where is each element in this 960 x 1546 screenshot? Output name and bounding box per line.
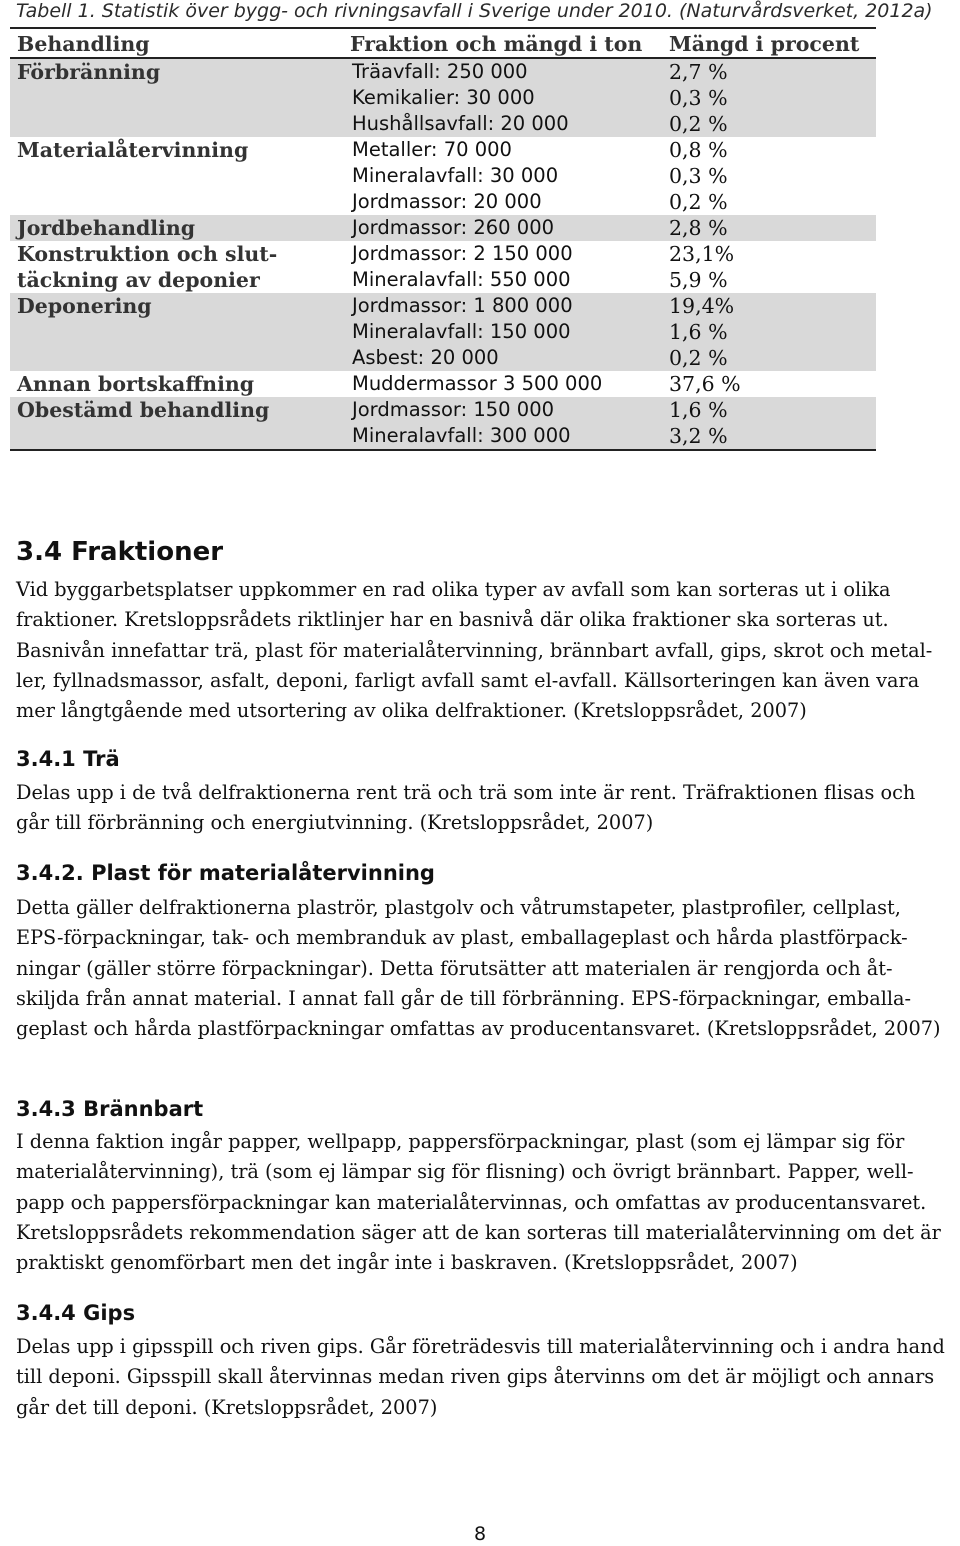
table-row: [10, 397, 876, 450]
subsection-heading: 3.4.1 Trä: [16, 747, 120, 771]
header-mangd-procent: Mängd i procent: [649, 28, 876, 58]
percent-value: 2,8 %: [669, 216, 728, 240]
percent-value: 0,2 %: [669, 112, 728, 136]
table-caption: Tabell 1. Statistik över bygg- och rivningsavfall i Sverige under 2010. (Naturvårdsverket, 2012a): [16, 0, 933, 22]
percent-value: 0,3 %: [669, 164, 728, 188]
subsection-paragraph: Delas upp i gipsspill och riven gips. Går företrädesvis till materialåtervinning och i andra hand till deponi. Gipsspill skall återvinnas medan riven gips återvinns om det är möjligt och annars går det till deponi. (Kretsloppsrådet, 2007): [16, 1335, 945, 1419]
section-paragraph: Vid byggarbetsplatser uppkommer en rad olika typer av avfall som kan sorteras ut i olika fraktioner. Kretsloppsrådets riktlinjer har en basnivå där olika fraktioner ska sorteras ut. Basnivån innefattar trä, plast för materialåtervinning, brännbart avfall, gips, skrot och metal-ler, fyllnadsmassor, asfalt, deponi, farligt avfall samt el-avfall. Källsorteringen kan även vara mer långtgående med utsortering av olika delfraktioner. (Kretsloppsrådet, 2007): [16, 578, 933, 723]
row-fractions: [343, 58, 649, 137]
table-row: [10, 137, 876, 215]
page-number: 8: [473, 1523, 487, 1545]
row-treatment: Jordbehandling: [10, 215, 343, 241]
percent-value: 0,2 %: [669, 190, 728, 214]
subsection-heading: 3.4.3 Brännbart: [16, 1097, 204, 1121]
row-fractions: [343, 137, 649, 215]
fraction-value: Muddermassor 3 500 000: [352, 372, 603, 395]
fraction-value: Asbest: 20 000: [352, 346, 499, 369]
row-percents: [649, 241, 876, 293]
row-treatment: Materialåtervinning: [17, 138, 249, 162]
fraction-value: Hushållsavfall: 20 000: [352, 112, 569, 135]
table-row: [10, 293, 876, 371]
row-fractions: [343, 371, 649, 397]
header-behandling: Behandling: [10, 28, 343, 58]
table-header-row: [10, 28, 876, 58]
percent-value: 5,9 %: [669, 268, 728, 292]
row-fractions: [343, 397, 649, 450]
row-percents: [649, 397, 876, 450]
fraction-value: Jordmassor: 1 800 000: [352, 294, 573, 317]
subsection-paragraph: I denna faktion ingår papper, wellpapp, pappersförpackningar, plast (som ej lämpar sig för materialåtervinning), trä (som ej lämpar sig för flisning) och övrigt brännbart. Papper, well-papp och pappersförpackningar kan materialåtervinnas, och omfattas av producentansvaret. Kretsloppsrådets rekommendation säger att de kan sorteras till materialåtervinning om det är praktiskt genomförbart men det ingår inte i baskraven. (Kretsloppsrådet, 2007): [16, 1130, 941, 1275]
fraction-value: Jordmassor: 260 000: [352, 216, 555, 239]
fraction-value: Jordmassor: 2 150 000: [352, 242, 573, 265]
table-row: [10, 215, 876, 241]
percent-value: 0,8 %: [669, 138, 728, 162]
row-percents: [649, 293, 876, 371]
row-percents: [649, 215, 876, 241]
percent-value: 1,6 %: [669, 320, 728, 344]
subsection-heading: 3.4.4 Gips: [16, 1301, 136, 1325]
percent-value: 19,4%: [669, 294, 735, 318]
fraction-value: Mineralavfall: 550 000: [352, 268, 571, 291]
table-row: [10, 241, 876, 293]
row-treatment: Konstruktion och slut-täckning av deponier: [17, 242, 278, 292]
row-percents: [649, 137, 876, 215]
percent-value: 3,2 %: [669, 424, 728, 448]
subsection-heading: 3.4.2. Plast för materialåtervinning: [16, 861, 435, 885]
row-treatment: Förbränning: [10, 58, 343, 137]
table-row: [10, 58, 876, 137]
fraction-value: Kemikalier: 30 000: [352, 86, 535, 109]
row-percents: [649, 58, 876, 137]
subsection-paragraph: Delas upp i de två delfraktionerna rent trä och trä som inte är rent. Träfraktionen flisas och går till förbränning och energiutvinning. (Kretsloppsrådet, 2007): [16, 781, 916, 835]
fraction-value: Mineralavfall: 150 000: [352, 320, 571, 343]
header-fraktion: Fraktion och mängd i ton: [343, 28, 649, 58]
fraction-value: Jordmassor: 20 000: [352, 190, 542, 213]
row-fractions: [343, 215, 649, 241]
percent-value: 2,7 %: [669, 60, 728, 84]
row-treatment: Annan bortskaffning: [17, 372, 255, 396]
fraction-value: Träavfall: 250 000: [352, 60, 528, 83]
percent-value: 1,6 %: [669, 398, 728, 422]
fraction-value: Jordmassor: 150 000: [352, 398, 555, 421]
row-treatment: Deponering: [10, 293, 343, 371]
row-fractions: [343, 241, 649, 293]
subsection-paragraph: Detta gäller delfraktionerna plaströr, plastgolv och våtrumstapeter, plastprofiler, cellplast, EPS-förpackningar, tak- och membranduk av plast, emballageplast och hårda plastförpack-ningar (gäller större förpackningar). Detta förutsätter att materialen är rengjorda och åt-skiljda från annat material. I annat fall går de till förbränning. EPS-förpackningar, emballa-geplast och hårda plastförpackningar omfattas av producentansvaret. (Kretsloppsrådet, 2007): [16, 896, 941, 1041]
fraction-value: Mineralavfall: 300 000: [352, 424, 571, 447]
percent-value: 0,2 %: [669, 346, 728, 370]
table-row: [10, 371, 876, 397]
fraction-value: Metaller: 70 000: [352, 138, 512, 161]
section-heading: 3.4 Fraktioner: [16, 537, 224, 567]
row-percents: [649, 371, 876, 397]
waste-statistics-table: [10, 27, 876, 451]
row-treatment: Obestämd behandling: [10, 397, 343, 450]
row-fractions: [343, 293, 649, 371]
fraction-value: Mineralavfall: 30 000: [352, 164, 559, 187]
percent-value: 0,3 %: [669, 86, 728, 110]
percent-value: 23,1%: [669, 242, 735, 266]
percent-value: 37,6 %: [669, 372, 741, 396]
